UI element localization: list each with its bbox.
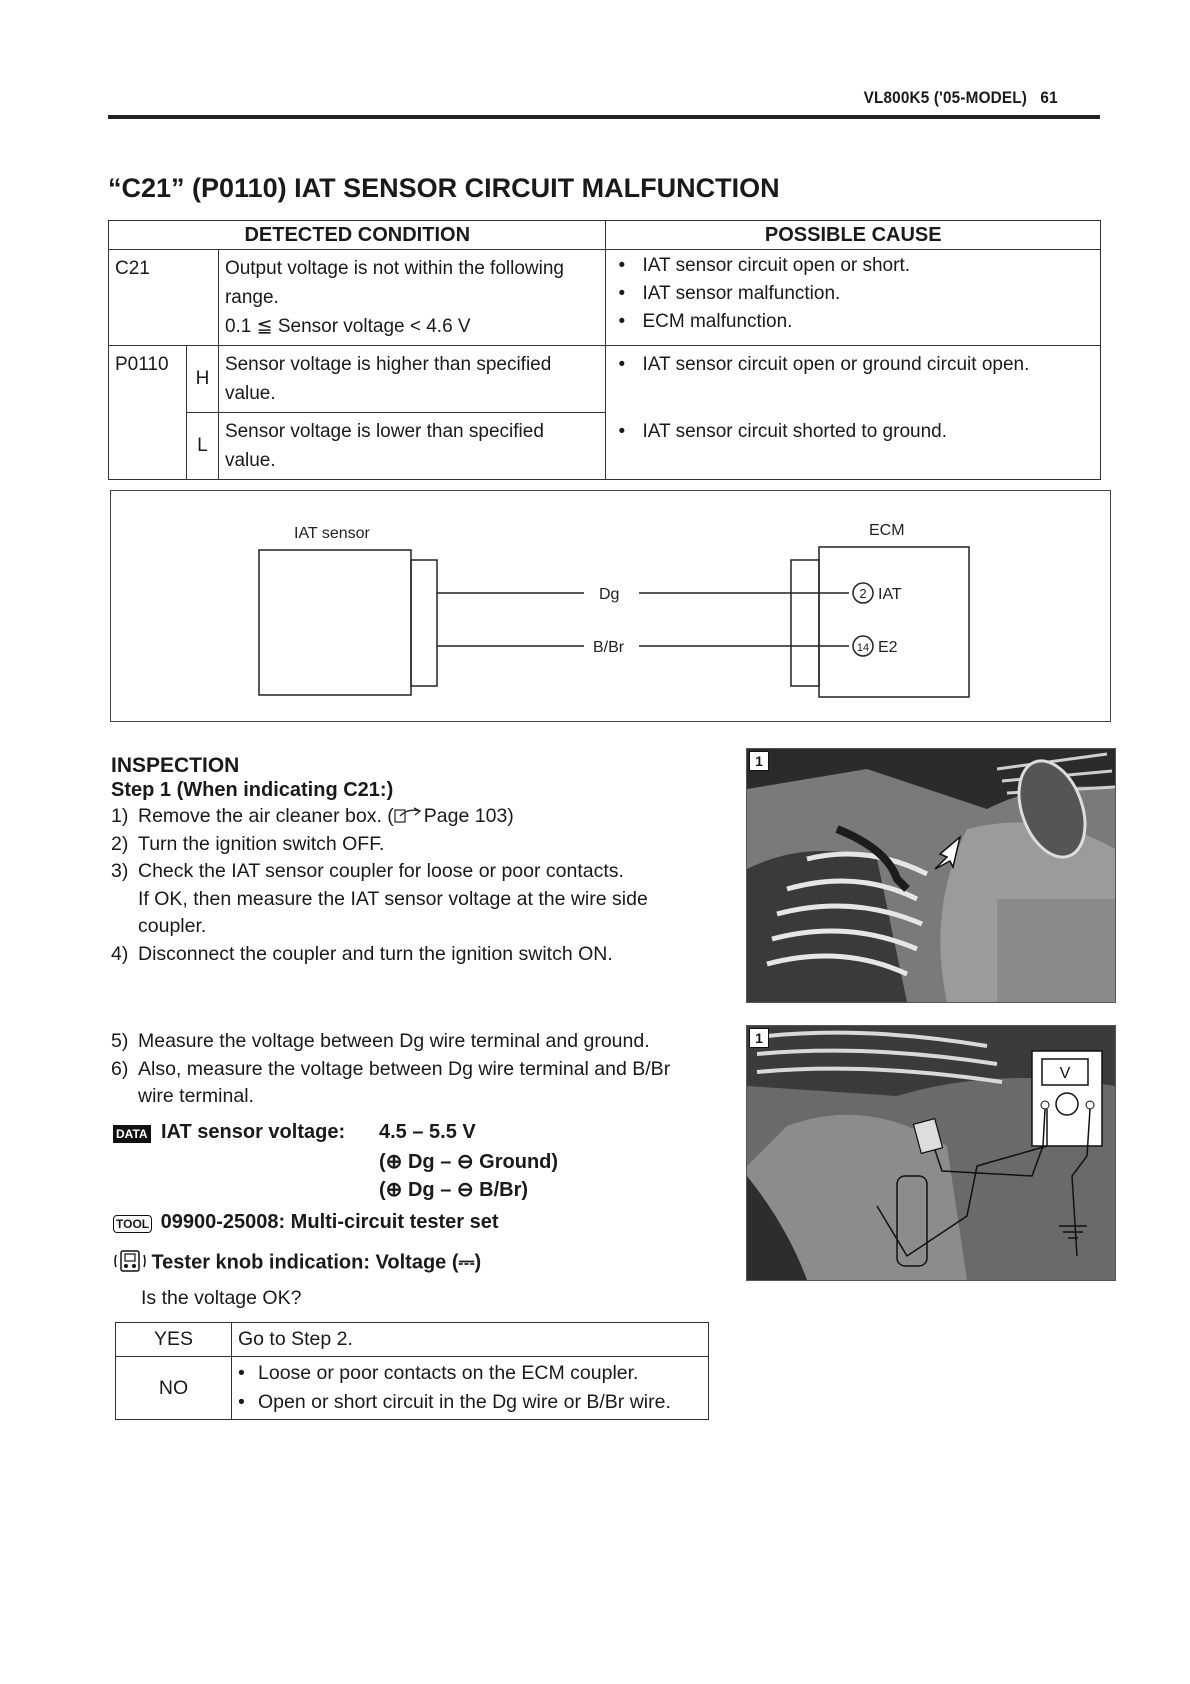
photo-2-illustration: [747, 1026, 1115, 1280]
section-title: “C21” (P0110) IAT SENSOR CIRCUIT MALFUNCTION: [108, 173, 780, 203]
dc-voltage-symbol: ⎓: [458, 1251, 475, 1274]
step-item: 3) Check the IAT sensor coupler for loose or poor contacts.: [111, 860, 624, 882]
photo-voltage-measurement: [746, 1025, 1116, 1281]
step-item: coupler.: [138, 915, 207, 937]
spec-condition-ground: (⊕ Dg – ⊖ Ground): [379, 1151, 559, 1173]
knob-text: Tester knob indication: Voltage (: [151, 1251, 459, 1274]
c21-condition: Output voltage is not within the following range. 0.1 ≦ Sensor voltage < 4.6 V: [218, 250, 606, 346]
h-cause: • IAT sensor circuit open or ground circuit open.: [606, 346, 1101, 413]
wiring-diagram: [110, 490, 1111, 722]
h-label: H: [186, 346, 218, 413]
step1-heading: Step 1 (When indicating C21:): [111, 779, 394, 801]
ecm-body: [819, 547, 969, 697]
model-label: VL800K5 ('05-MODEL): [863, 88, 1028, 107]
multimeter-icon: [1032, 1051, 1102, 1146]
l-label: L: [186, 413, 218, 480]
data-icon: DATA: [113, 1125, 151, 1143]
pin-e2-label: E2: [878, 639, 898, 656]
step-item: 6) Also, measure the voltage between Dg wire terminal and B/Br: [111, 1057, 671, 1080]
header-rule: [108, 115, 1100, 119]
yes-action: Go to Step 2.: [232, 1323, 709, 1357]
photo-1-illustration: [747, 749, 1115, 1002]
meter-label: V: [1059, 1065, 1071, 1082]
yes-label: YES: [116, 1323, 232, 1357]
wire-bbr-label: B/Br: [593, 639, 625, 656]
page-reference-icon: [394, 805, 424, 823]
spec-value: 4.5 – 5.5 V: [379, 1121, 476, 1143]
col-detected-condition: DETECTED CONDITION: [109, 221, 606, 250]
ecm-label: ECM: [869, 522, 905, 539]
spec-label: IAT sensor voltage:: [161, 1121, 346, 1143]
knob-line: [113, 1249, 481, 1280]
pin-iat-label: IAT: [878, 586, 902, 603]
page-header: [864, 88, 1058, 108]
step-item: 1) Remove the air cleaner box. ( Page 103): [111, 805, 514, 827]
photo-1-tag: 1: [749, 751, 769, 771]
l-cause: • IAT sensor circuit shorted to ground.: [606, 413, 1101, 480]
steps-list-a: [111, 803, 711, 968]
col-possible-cause: POSSIBLE CAUSE: [606, 221, 1101, 250]
code-p0110: P0110: [109, 346, 187, 480]
tester-knob-icon: [113, 1249, 147, 1280]
sensor-label: IAT sensor: [294, 525, 370, 542]
result-table: [115, 1322, 709, 1420]
question: Is the voltage OK?: [141, 1287, 302, 1309]
tool-line: [113, 1211, 499, 1234]
page-number: 61: [1040, 88, 1058, 107]
knob-close: ): [474, 1251, 482, 1274]
step-item: 2) Turn the ignition switch OFF.: [111, 832, 385, 855]
condition-table: [108, 220, 1101, 480]
step-item: If OK, then measure the IAT sensor voltage at the wire side: [138, 887, 648, 910]
tool-icon: TOOL: [113, 1215, 152, 1233]
no-label: NO: [116, 1357, 232, 1420]
step-item: 4) Disconnect the coupler and turn the ignition switch ON.: [111, 942, 613, 965]
photo-iat-sensor-location: [746, 748, 1116, 1003]
iat-sensor-body: [259, 550, 411, 695]
c21-causes: • IAT sensor circuit open or short. • IAT sensor malfunction. • ECM malfunction.: [606, 250, 1101, 346]
iat-sensor-coupler: [411, 560, 437, 686]
step-item: 5) Measure the voltage between Dg wire terminal and ground.: [111, 1030, 650, 1052]
spec-line: [113, 1121, 345, 1144]
photo-2-tag: 1: [749, 1028, 769, 1048]
h-condition: Sensor voltage is higher than specified value.: [218, 346, 606, 413]
wiring-diagram-svg: [111, 491, 1110, 721]
tool-text: 09900-25008: Multi-circuit tester set: [160, 1211, 499, 1233]
ecm-coupler: [791, 560, 819, 686]
code-c21: C21: [109, 250, 219, 346]
pin-14-number: 14: [856, 642, 870, 654]
steps-list-b: [111, 1028, 711, 1111]
step-item: wire terminal.: [138, 1085, 254, 1107]
inspection-heading: INSPECTION: [111, 754, 240, 777]
wire-dg-label: Dg: [599, 586, 620, 603]
spec-condition-bbr: (⊕ Dg – ⊖ B/Br): [379, 1179, 529, 1201]
no-actions: • Loose or poor contacts on the ECM coupler. • Open or short circuit in the Dg wire or B/Br wire.: [232, 1357, 709, 1420]
pin-2-number: 2: [859, 586, 867, 601]
l-condition: Sensor voltage is lower than specified value.: [218, 413, 606, 480]
